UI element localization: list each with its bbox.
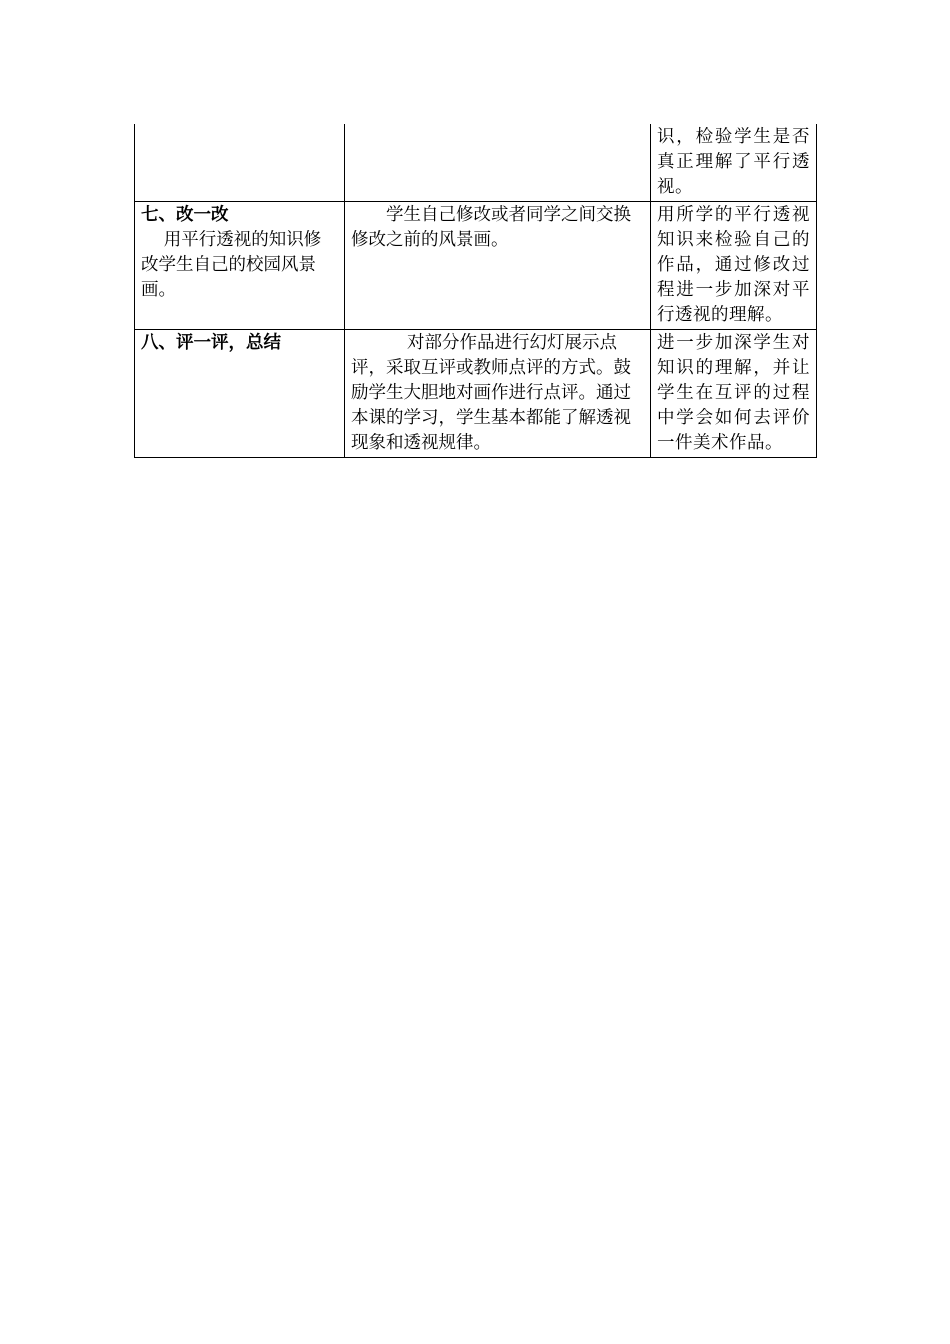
purpose-text: 用所学的平行透视知识来检验自己的作品，通过修改过程进一步加深对平行透视的理解。 [657,205,810,325]
activity-cell [345,330,651,458]
purpose-cell [651,124,817,202]
step-title: 八、评一评，总结 [141,333,281,353]
activity-text: 对部分作品进行幻灯展示点评，采取互评或教师点评的方式。鼓励学生大胆地对画作进行点评。通过本课的学习，学生基本都能了解透视现象和透视规律。 [351,333,631,453]
table-row [135,124,817,202]
table-row [135,202,817,330]
purpose-text: 识，检验学生是否真正理解了平行透视。 [657,127,810,197]
step-cell [135,330,345,458]
step-cell [135,124,345,202]
activity-text: 学生自己修改或者同学之间交换修改之前的风景画。 [351,205,631,250]
activity-cell [345,202,651,330]
step-title: 七、改一改 [141,205,229,225]
step-cell [135,202,345,330]
step-description: 用平行透视的知识修改学生自己的校园风景画。 [141,230,322,300]
activity-cell [345,124,651,202]
lesson-plan-table [134,124,817,458]
purpose-cell [651,330,817,458]
table-row [135,330,817,458]
purpose-text: 进一步加深学生对知识的理解，并让学生在互评的过程中学会如何去评价一件美术作品。 [657,333,810,453]
purpose-cell [651,202,817,330]
